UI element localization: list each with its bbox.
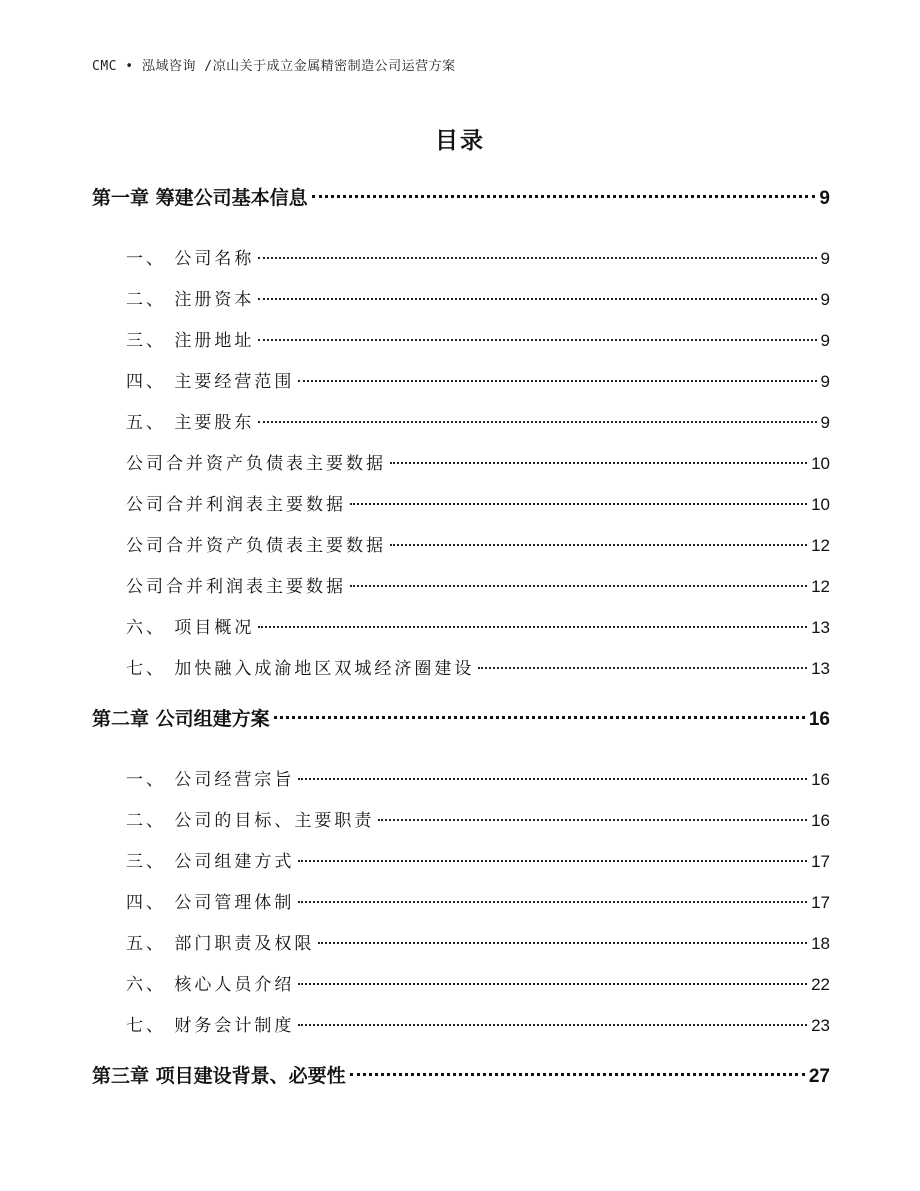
toc-entry-label: 第一章 筹建公司基本信息: [92, 187, 308, 209]
dot-leader: [258, 257, 816, 259]
table-of-contents: [92, 178, 830, 1116]
toc-page-number: 27: [808, 1066, 830, 1087]
toc-entry-label: 公司合并利润表主要数据: [126, 495, 346, 515]
dot-leader: [298, 983, 807, 985]
toc-entry-label: 六、 项目概况: [126, 618, 255, 638]
toc-page-number: 9: [820, 290, 830, 309]
toc-entry-label: 七、 加快融入成渝地区双城经济圈建设: [126, 659, 475, 679]
toc-entry-label: 三、 公司组建方式: [126, 852, 295, 872]
toc-entry-label: 二、 公司的目标、主要职责: [126, 811, 375, 831]
toc-page-number: 18: [811, 934, 830, 953]
toc-page-number: 9: [820, 372, 830, 391]
toc-page-number: 9: [820, 413, 830, 432]
dot-leader: [350, 503, 807, 505]
toc-page-number: 13: [811, 659, 830, 678]
toc-page-number: 9: [819, 188, 830, 209]
toc-chapter-entry[interactable]: [92, 699, 830, 739]
toc-section-entry[interactable]: [92, 841, 830, 882]
dot-leader: [298, 901, 807, 903]
toc-entry-label: 四、 公司管理体制: [126, 893, 295, 913]
toc-section-entry[interactable]: [92, 800, 830, 841]
toc-entry-label: 第三章 项目建设背景、必要性: [92, 1065, 346, 1087]
dot-leader: [298, 1024, 807, 1026]
toc-chapter-entry[interactable]: [92, 178, 830, 218]
toc-page-number: 12: [811, 536, 830, 555]
toc-page-number: 22: [811, 975, 830, 994]
dot-leader: [258, 298, 816, 300]
toc-entry-label: 四、 主要经营范围: [126, 372, 295, 392]
toc-section-entry[interactable]: [92, 1005, 830, 1046]
dot-leader: [258, 626, 807, 628]
toc-section-entry[interactable]: [92, 566, 830, 607]
dot-leader: [350, 1073, 805, 1076]
toc-section-entry[interactable]: [92, 402, 830, 443]
dot-leader: [298, 778, 807, 780]
toc-entry-label: 第二章 公司组建方案: [92, 708, 270, 730]
toc-page-number: 10: [811, 495, 830, 514]
toc-section-entry[interactable]: [92, 320, 830, 361]
toc-section-entry[interactable]: [92, 525, 830, 566]
toc-section-entry[interactable]: [92, 607, 830, 648]
toc-entry-label: 五、 主要股东: [126, 413, 255, 433]
toc-entry-label: 一、 公司名称: [126, 249, 255, 269]
toc-page-number: 10: [811, 454, 830, 473]
toc-section-entry[interactable]: [92, 648, 830, 689]
toc-page-number: 12: [811, 577, 830, 596]
toc-page-number: 16: [811, 770, 830, 789]
dot-leader: [390, 462, 807, 464]
dot-leader: [350, 585, 807, 587]
dot-leader: [274, 716, 805, 719]
dot-leader: [378, 819, 807, 821]
toc-section-entry[interactable]: [92, 923, 830, 964]
toc-section-entry[interactable]: [92, 443, 830, 484]
toc-entry-label: 一、 公司经营宗旨: [126, 770, 295, 790]
toc-page-number: 16: [808, 709, 830, 730]
toc-entry-label: 公司合并资产负债表主要数据: [126, 536, 386, 556]
toc-entry-label: 三、 注册地址: [126, 331, 255, 351]
toc-entry-label: 公司合并资产负债表主要数据: [126, 454, 386, 474]
dot-leader: [318, 942, 807, 944]
toc-section-entry[interactable]: [92, 279, 830, 320]
toc-entry-label: 七、 财务会计制度: [126, 1016, 295, 1036]
toc-page-number: 13: [811, 618, 830, 637]
toc-entry-label: 二、 注册资本: [126, 290, 255, 310]
page-title: 目录: [435, 128, 485, 154]
toc-page-number: 16: [811, 811, 830, 830]
toc-section-entry[interactable]: [92, 361, 830, 402]
toc-entry-label: 公司合并利润表主要数据: [126, 577, 346, 597]
toc-section-entry[interactable]: [92, 484, 830, 525]
toc-page-number: 17: [811, 893, 830, 912]
dot-leader: [298, 860, 807, 862]
toc-page-number: 9: [820, 331, 830, 350]
toc-section-entry[interactable]: [92, 964, 830, 1005]
toc-section-entry[interactable]: [92, 238, 830, 279]
toc-entry-label: 六、 核心人员介绍: [126, 975, 295, 995]
toc-section-entry[interactable]: [92, 882, 830, 923]
toc-page-number: 23: [811, 1016, 830, 1035]
toc-page-number: 9: [820, 249, 830, 268]
dot-leader: [258, 339, 816, 341]
dot-leader: [478, 667, 807, 669]
dot-leader: [312, 195, 816, 198]
toc-entry-label: 五、 部门职责及权限: [126, 934, 315, 954]
dot-leader: [298, 380, 816, 382]
toc-page-number: 17: [811, 852, 830, 871]
dot-leader: [258, 421, 816, 423]
toc-section-entry[interactable]: [92, 759, 830, 800]
toc-chapter-entry[interactable]: [92, 1056, 830, 1096]
running-header: CMC • 泓域咨询 /凉山关于成立金属精密制造公司运营方案: [92, 59, 456, 74]
dot-leader: [390, 544, 807, 546]
